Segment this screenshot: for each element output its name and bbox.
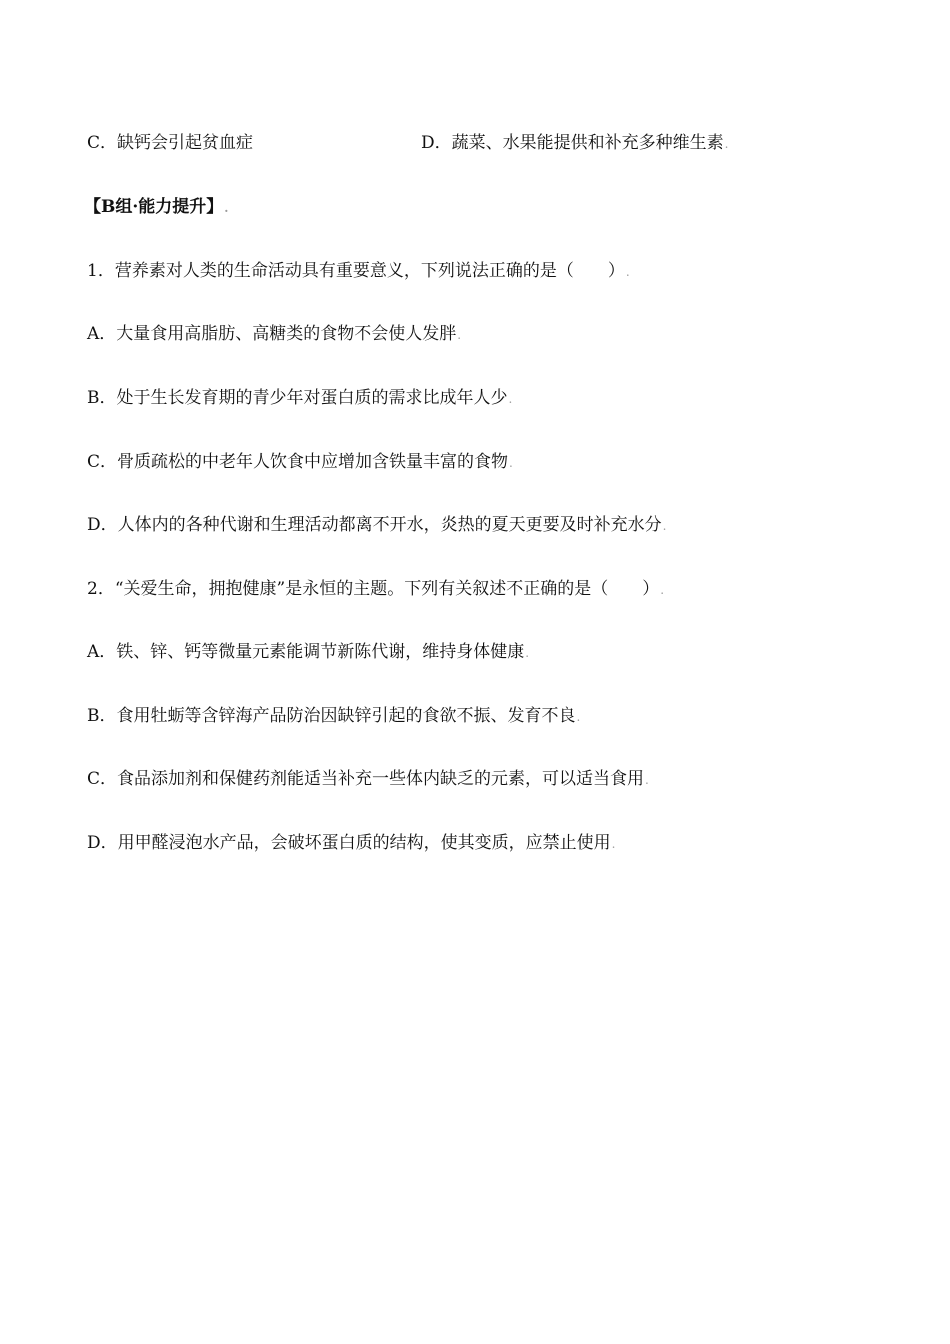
paragraph-mark: .: [645, 773, 649, 787]
question-2-option-b-text: B．食用牡蛎等含锌海产品防治因缺锌引起的食欲不振、发育不良: [87, 706, 576, 726]
question-2-stem-text: 2．“关爱生命，拥抱健康”是永恒的主题。下列有关叙述不正确的是（ ）: [87, 579, 660, 599]
question-1-option-d: [87, 513, 666, 538]
question-1-option-c-text: C．骨质疏松的中老年人饮食中应增加含铁量丰富的食物: [87, 452, 509, 472]
paragraph-mark: .: [611, 837, 616, 851]
prev-option-d: [421, 131, 728, 156]
paragraph-mark: .: [576, 710, 581, 724]
paragraph-mark: .: [525, 646, 530, 660]
prev-option-d-text: D．蔬菜、水果能提供和补充多种维生素: [421, 133, 724, 153]
paragraph-mark: .: [224, 201, 229, 215]
question-2-option-a: [87, 640, 529, 665]
question-1-option-b-text: B．处于生长发育期的青少年对蛋白质的需求比成年人少: [87, 388, 508, 408]
paragraph-mark: .: [660, 583, 665, 597]
paragraph-mark: .: [508, 392, 513, 406]
question-2-option-d-text: D．用甲醛浸泡水产品，会破坏蛋白质的结构，使其变质，应禁止使用: [87, 833, 611, 853]
question-1-stem: [87, 259, 630, 284]
question-1-option-a: [87, 322, 461, 347]
paragraph-mark: .: [625, 265, 630, 279]
question-1-option-c: [87, 450, 513, 475]
question-2-option-d: [87, 831, 615, 856]
section-title: [84, 195, 228, 220]
prev-option-c: [87, 131, 253, 155]
paragraph-mark: .: [724, 137, 729, 151]
question-1-option-d-text: D．人体内的各种代谢和生理活动都离不开水，炎热的夏天更要及时补充水分: [87, 515, 662, 535]
question-1-stem-text: 1．营养素对人类的生命活动具有重要意义，下列说法正确的是（ ）: [87, 261, 625, 281]
question-2-stem: [87, 577, 664, 602]
prev-option-c-text: C．缺钙会引起贫血症: [87, 133, 254, 153]
question-2-option-c-text: C．食品添加剂和保健药剂能适当补充一些体内缺乏的元素，可以适当食用: [87, 769, 645, 789]
paragraph-mark: .: [662, 519, 667, 533]
paragraph-mark: .: [509, 456, 513, 470]
section-title-text: 【B组·能力提升】: [84, 197, 224, 217]
question-1-option-a-text: A．大量食用高脂肪、高糖类的食物不会使人发胖: [87, 324, 457, 344]
question-2-option-b: [87, 704, 580, 729]
question-1-option-b: [87, 386, 512, 411]
question-2-option-c: [87, 767, 649, 792]
question-2-option-a-text: A．铁、锌、钙等微量元素能调节新陈代谢，维持身体健康: [87, 642, 525, 662]
paragraph-mark: .: [457, 328, 462, 342]
